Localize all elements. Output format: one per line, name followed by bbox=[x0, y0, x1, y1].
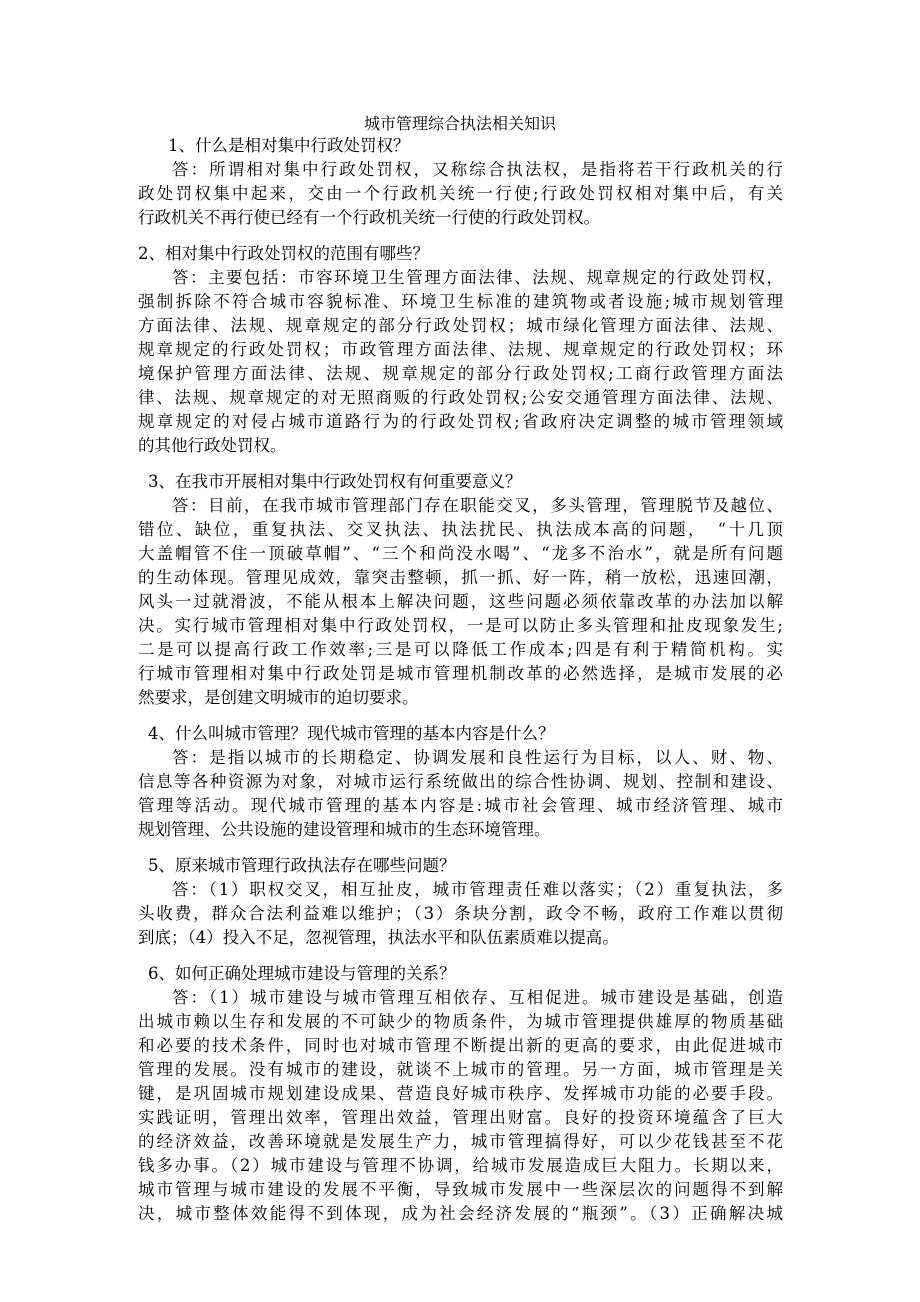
body-line: 答：（1）城市建设与城市管理互相依存、互相促进。城市建设是基础，创造 bbox=[172, 988, 785, 1007]
body-line: 规章规定的对侵占城市道路行为的行政处罚权;省政府决定调整的城市管理领域 bbox=[138, 412, 786, 431]
body-line: 城市管理与城市建设的发展不平衡，导致城市发展中一些深层次的问题得不到解 bbox=[138, 1180, 785, 1199]
body-line: 4、什么叫城市管理？现代城市管理的基本内容是什么？ bbox=[148, 724, 555, 743]
body-line: 大盖帽管不住一顶破草帽”、“三个和尚没水喝”、“龙多不治水”，就是所有问题 bbox=[138, 544, 786, 563]
body-line: 强制拆除不符合城市容貌标准、环境卫生标准的建筑物或者设施;城市规划管理 bbox=[138, 292, 786, 311]
body-line: 然要求，是创建文明城市的迫切要求。 bbox=[138, 688, 419, 707]
body-line: 境保护管理方面法律、法规、规章规定的部分行政处罚权;工商行政管理方面法 bbox=[138, 364, 786, 383]
body-line: 钱多办事。（2）城市建设与管理不协调，给城市发展造成巨大阻力。长期以来， bbox=[138, 1156, 785, 1175]
body-line: 答：是指以城市的长期稳定、协调发展和良性运行为目标，以人、财、物、 bbox=[172, 748, 786, 767]
body-line: 二是可以提高行政工作效率;三是可以降低工作成本;四是有利于精简机构。实 bbox=[138, 640, 786, 659]
body-line: 1、什么是相对集中行政处罚权？ bbox=[168, 136, 410, 155]
body-line: 5、原来城市管理行政执法存在哪些问题？ bbox=[148, 856, 456, 875]
body-line: 规划管理、公共设施的建设管理和城市的生态环境管理。 bbox=[138, 820, 551, 839]
body-line: 管理的发展。没有城市的建设，就谈不上城市的管理。另一方面，城市管理是关 bbox=[138, 1060, 785, 1079]
body-line: 到底；（4）投入不足，忽视管理，执法水平和队伍素质难以提高。 bbox=[138, 928, 619, 947]
document-title: 城市管理综合执法相关知识 bbox=[363, 114, 556, 133]
body-line: 决。实行城市管理相对集中行政处罚权，一是可以防止多头管理和扯皮现象发生; bbox=[138, 616, 785, 635]
body-line: 的生动体现。管理见成效，靠突击整顿，抓一抓、好一阵，稍一放松，迅速回潮， bbox=[138, 568, 785, 587]
body-line: 方面法律、法规、规章规定的部分行政处罚权；城市绿化管理方面法律、法规、 bbox=[138, 316, 785, 335]
body-line: 信息等各种资源为对象，对城市运行系统做出的综合性协调、规划、控制和建设、 bbox=[138, 772, 785, 791]
body-line: 管理等活动。现代城市管理的基本内容是:城市社会管理、城市经济管理、城市 bbox=[138, 796, 786, 815]
body-line: 键，是巩固城市规划建设成果、营造良好城市秩序、发挥城市功能的必要手段。 bbox=[138, 1084, 785, 1103]
body-line: 头收费，群众合法利益难以维护；（3）条块分割，政令不畅，政府工作难以贯彻 bbox=[138, 904, 785, 923]
body-line: 6、如何正确处理城市建设与管理的关系？ bbox=[148, 964, 456, 983]
body-line: 答：主要包括：市容环境卫生管理方面法律、法规、规章规定的行政处罚权， bbox=[172, 268, 785, 287]
body-line: 风头一过就滑波，不能从根本上解决问题，这些问题必须依靠改革的办法加以解 bbox=[138, 592, 785, 611]
body-line: 3、在我市开展相对集中行政处罚权有何重要意义？ bbox=[148, 472, 522, 491]
body-line: 答：目前，在我市城市管理部门存在职能交叉，多头管理，管理脱节及越位、 bbox=[172, 496, 785, 515]
body-line: 的其他行政处罚权。 bbox=[138, 436, 287, 455]
body-line: 答：所谓相对集中行政处罚权，又称综合执法权，是指将若干行政机关的行 bbox=[172, 160, 786, 179]
body-line: 行城市管理相对集中行政处罚是城市管理机制改革的必然选择，是城市发展的必 bbox=[138, 664, 785, 683]
body-line: 决，城市整体效能得不到体现，成为社会经济发展的“瓶颈”。（3）正确解决城 bbox=[138, 1204, 786, 1223]
body-line: 行政机关不再行使已经有一个行政机关统一行使的行政处罚权。 bbox=[138, 208, 600, 227]
body-line: 律、法规、规章规定的对无照商贩的行政处罚权;公安交通管理方面法律、法规、 bbox=[138, 388, 785, 407]
body-line: 规章规定的行政处罚权；市政管理方面法律、法规、规章规定的行政处罚权；环 bbox=[138, 340, 785, 359]
body-line: 政处罚权集中起来，交由一个行政机关统一行使;行政处罚权相对集中后，有关 bbox=[138, 184, 786, 203]
body-line: 实践证明，管理出效率，管理出效益，管理出财富。良好的投资环境蕴含了巨大 bbox=[138, 1108, 785, 1127]
body-line: 答：（1）职权交叉，相互扯皮，城市管理责任难以落实；（2）重复执法，多 bbox=[172, 880, 785, 899]
body-line: 错位、缺位，重复执法、交叉执法、执法扰民、执法成本高的问题， “十几顶 bbox=[138, 520, 786, 539]
body-line: 和必要的技术条件，同时也对城市管理不断提出新的更高的要求，由此促进城市 bbox=[138, 1036, 785, 1055]
body-line: 出城市赖以生存和发展的不可缺少的物质条件，为城市管理提供雄厚的物质基础 bbox=[138, 1012, 785, 1031]
body-line: 的经济效益，改善环境就是发展生产力，城市管理搞得好，可以少花钱甚至不花 bbox=[138, 1132, 785, 1151]
body-line: 2、相对集中行政处罚权的范围有哪些？ bbox=[138, 244, 429, 263]
